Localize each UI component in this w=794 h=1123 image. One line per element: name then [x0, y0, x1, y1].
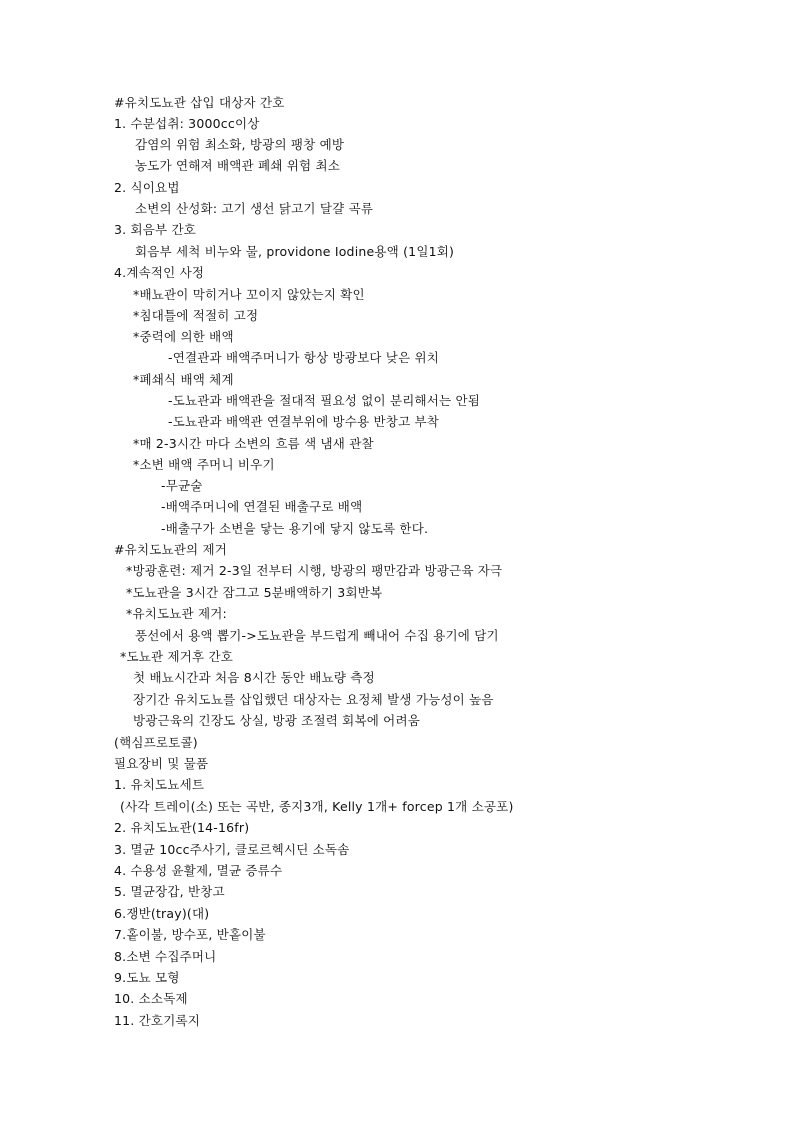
list-item: 4. 수용성 윤활제, 멸균 증류수: [114, 863, 283, 878]
text-line: *침대틀에 적절히 고정: [133, 308, 259, 323]
text-line: *배뇨관이 막히거나 꼬이지 않았는지 확인: [133, 287, 365, 302]
text-line: 소변의 산성화: 고기 생선 닭고기 달걀 곡류: [135, 201, 374, 216]
list-item: 7.홑이불, 방수포, 반홑이불: [114, 927, 266, 942]
text-line: *중력에 의한 배액: [133, 329, 234, 344]
section-title-catheter-care: #유치도뇨관 삽입 대상자 간호: [114, 95, 285, 110]
text-line: 감염의 위험 최소화, 방광의 팽창 예방: [135, 137, 345, 152]
text-line: -무균술: [161, 478, 203, 493]
text-line: *도뇨관 제거후 간호: [120, 649, 233, 664]
text-line: 풍선에서 용액 뽑기->도뇨관을 부드럽게 빼내어 수집 용기에 담기: [135, 628, 499, 643]
text-line: *도뇨관을 3시간 잠그고 5분배액하기 3회반복: [126, 585, 383, 600]
list-item: 3. 멸균 10cc주사기, 클로르헥시딘 소독솜: [114, 842, 350, 857]
text-line: -연결관과 배액주머니가 항상 방광보다 낮은 위치: [168, 350, 440, 365]
item-perineal-care: 3. 회음부 간호: [114, 222, 197, 237]
list-item: 2. 유치도뇨관(14-16fr): [114, 820, 250, 835]
list-item: 1. 유치도뇨세트: [114, 777, 205, 792]
list-item: 5. 멸균장갑, 반창고: [114, 884, 225, 899]
item-continuous-assessment: 4.계속적인 사정: [114, 265, 205, 280]
text-line: (사각 트레이(소) 또는 곡반, 종지3개, Kelly 1개+ forcep 1개 소공포): [120, 799, 514, 814]
list-item: 11. 간호기록지: [114, 1013, 201, 1028]
text-line: 농도가 연해져 배액관 폐쇄 위험 최소: [135, 158, 340, 173]
text-line: 장기간 유치도뇨를 삽입했던 대상자는 요정체 발생 가능성이 높음: [133, 692, 494, 707]
text-line: *방광훈련: 제거 2-3일 전부터 시행, 방광의 팽만감과 방광근육 자극: [126, 563, 503, 578]
text-line: 방광근육의 긴장도 상실, 방광 조절력 회복에 어려움: [133, 713, 420, 728]
text-line: *폐쇄식 배액 체계: [133, 372, 234, 387]
list-item: 6.쟁반(tray)(대): [114, 906, 210, 921]
text-line: 회음부 세척 비누와 물, providone Iodine용액 (1일1회): [135, 244, 455, 259]
text-line: 첫 배뇨시간과 처음 8시간 동안 배뇨량 측정: [133, 670, 375, 685]
text-line: -도뇨관과 배액관을 절대적 필요성 없이 분리해서는 안됨: [168, 393, 481, 408]
item-fluid-intake: 1. 수분섭취: 3000cc이상: [114, 116, 260, 131]
text-line: *매 2-3시간 마다 소변의 흐름 색 냄새 관찰: [133, 436, 374, 451]
text-line: -도뇨관과 배액관 연결부위에 방수용 반창고 부착: [168, 414, 440, 429]
list-item: 10. 소소독제: [114, 991, 188, 1006]
text-line: *유치도뇨관 제거:: [126, 606, 227, 621]
text-line: *소변 배액 주머니 비우기: [133, 457, 275, 472]
list-item: 9.도뇨 모형: [114, 970, 180, 985]
text-line: -배출구가 소변을 닿는 용기에 닿지 않도록 한다.: [161, 521, 429, 536]
text-line: -배액주머니에 연결된 배출구로 배액: [161, 499, 363, 514]
section-title-catheter-removal: #유치도뇨관의 제거: [114, 542, 228, 557]
item-diet: 2. 식이요법: [114, 180, 180, 195]
equipment-heading: 필요장비 및 물품: [114, 756, 209, 771]
list-item: 8.소변 수집주머니: [114, 949, 217, 964]
core-protocol-label: (핵심프로토콜): [114, 735, 198, 750]
